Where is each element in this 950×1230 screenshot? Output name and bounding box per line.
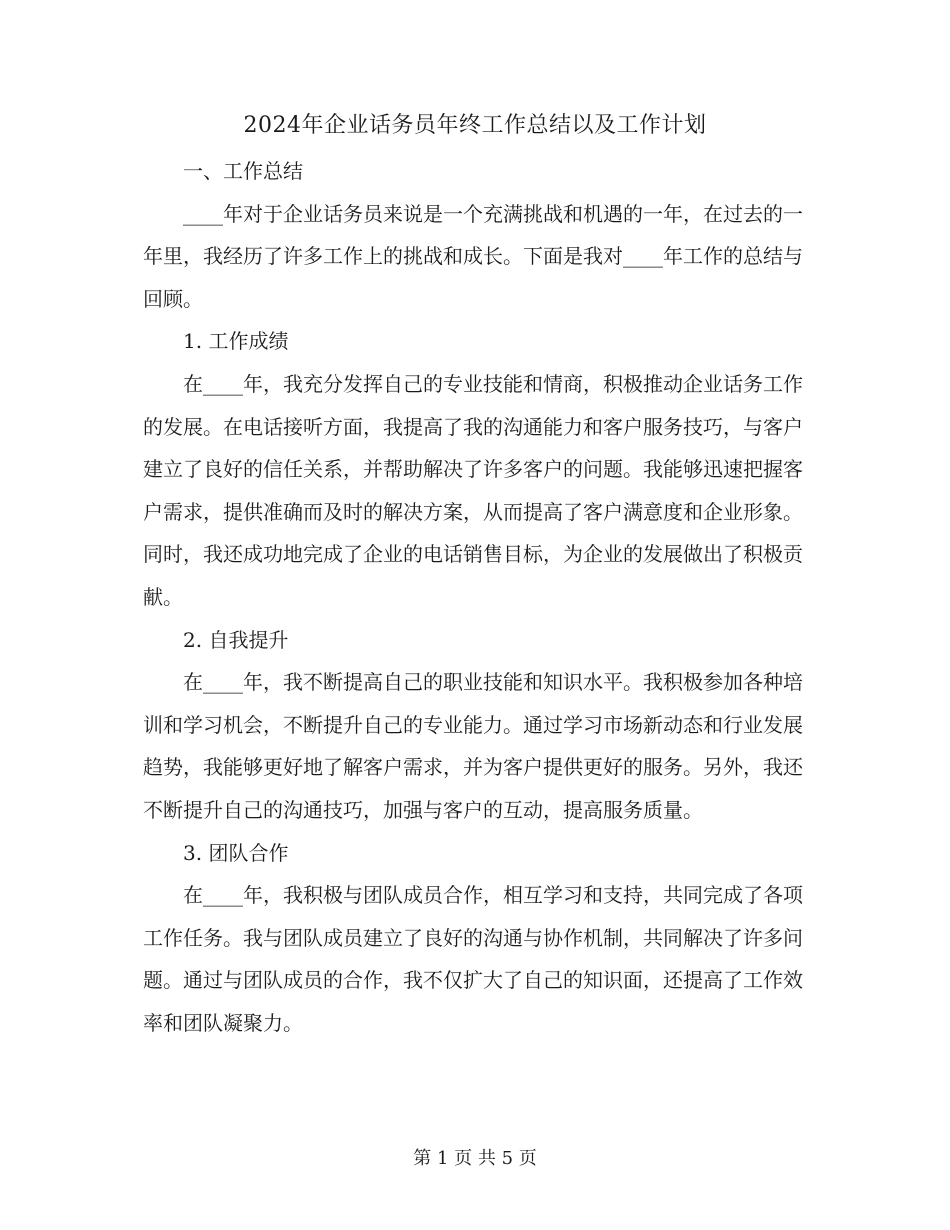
- document-title: 2024年企业话务员年终工作总结以及工作计划: [243, 113, 707, 138]
- subheading-self-improvement: 2. 自我提升: [183, 627, 289, 652]
- section-heading-summary: 一、工作总结: [183, 159, 303, 183]
- subheading-teamwork: 3. 团队合作: [183, 840, 289, 865]
- teamwork-paragraph: 在____年，我积极与团队成员合作，相互学习和支持，共同完成了各项工作任务。我与团队成员建立了良好的沟通与协作机制，共同解决了许多问题。通过与团队成员的合作，我不仅扩大了自己的知识面，还提高了工作效率和团队凝聚力。: [143, 883, 803, 1035]
- subheading-achievements: 1. 工作成绩: [183, 329, 289, 354]
- intro-paragraph: ____年对于企业话务员来说是一个充满挑战和机遇的一年，在过去的一年里，我经历了许多工作上的挑战和成长。下面是我对____年工作的总结与回顾。: [143, 201, 803, 311]
- page-footer: 第 1 页 共 5 页: [413, 1148, 537, 1169]
- document-body: [143, 150, 803, 1044]
- self-improvement-paragraph: 在____年，我不断提高自己的职业技能和知识水平。我积极参加各种培训和学习机会，不断提升自己的专业能力。通过学习市场新动态和行业发展趋势，我能够更好地了解客户需求，并为客户提供更好的服务。另外，我还不断提升自己的沟通技巧，加强与客户的互动，提高服务质量。: [143, 670, 803, 822]
- achievements-paragraph: 在____年，我充分发挥自己的专业技能和情商，积极推动企业话务工作的发展。在电话接听方面，我提高了我的沟通能力和客户服务技巧，与客户建立了良好的信任关系，并帮助解决了许多客户的问题。我能够迅速把握客户需求，提供准确而及时的解决方案，从而提高了客户满意度和企业形象。同时，我还成功地完成了企业的电话销售目标，为企业的发展做出了积极贡献。: [143, 371, 803, 609]
